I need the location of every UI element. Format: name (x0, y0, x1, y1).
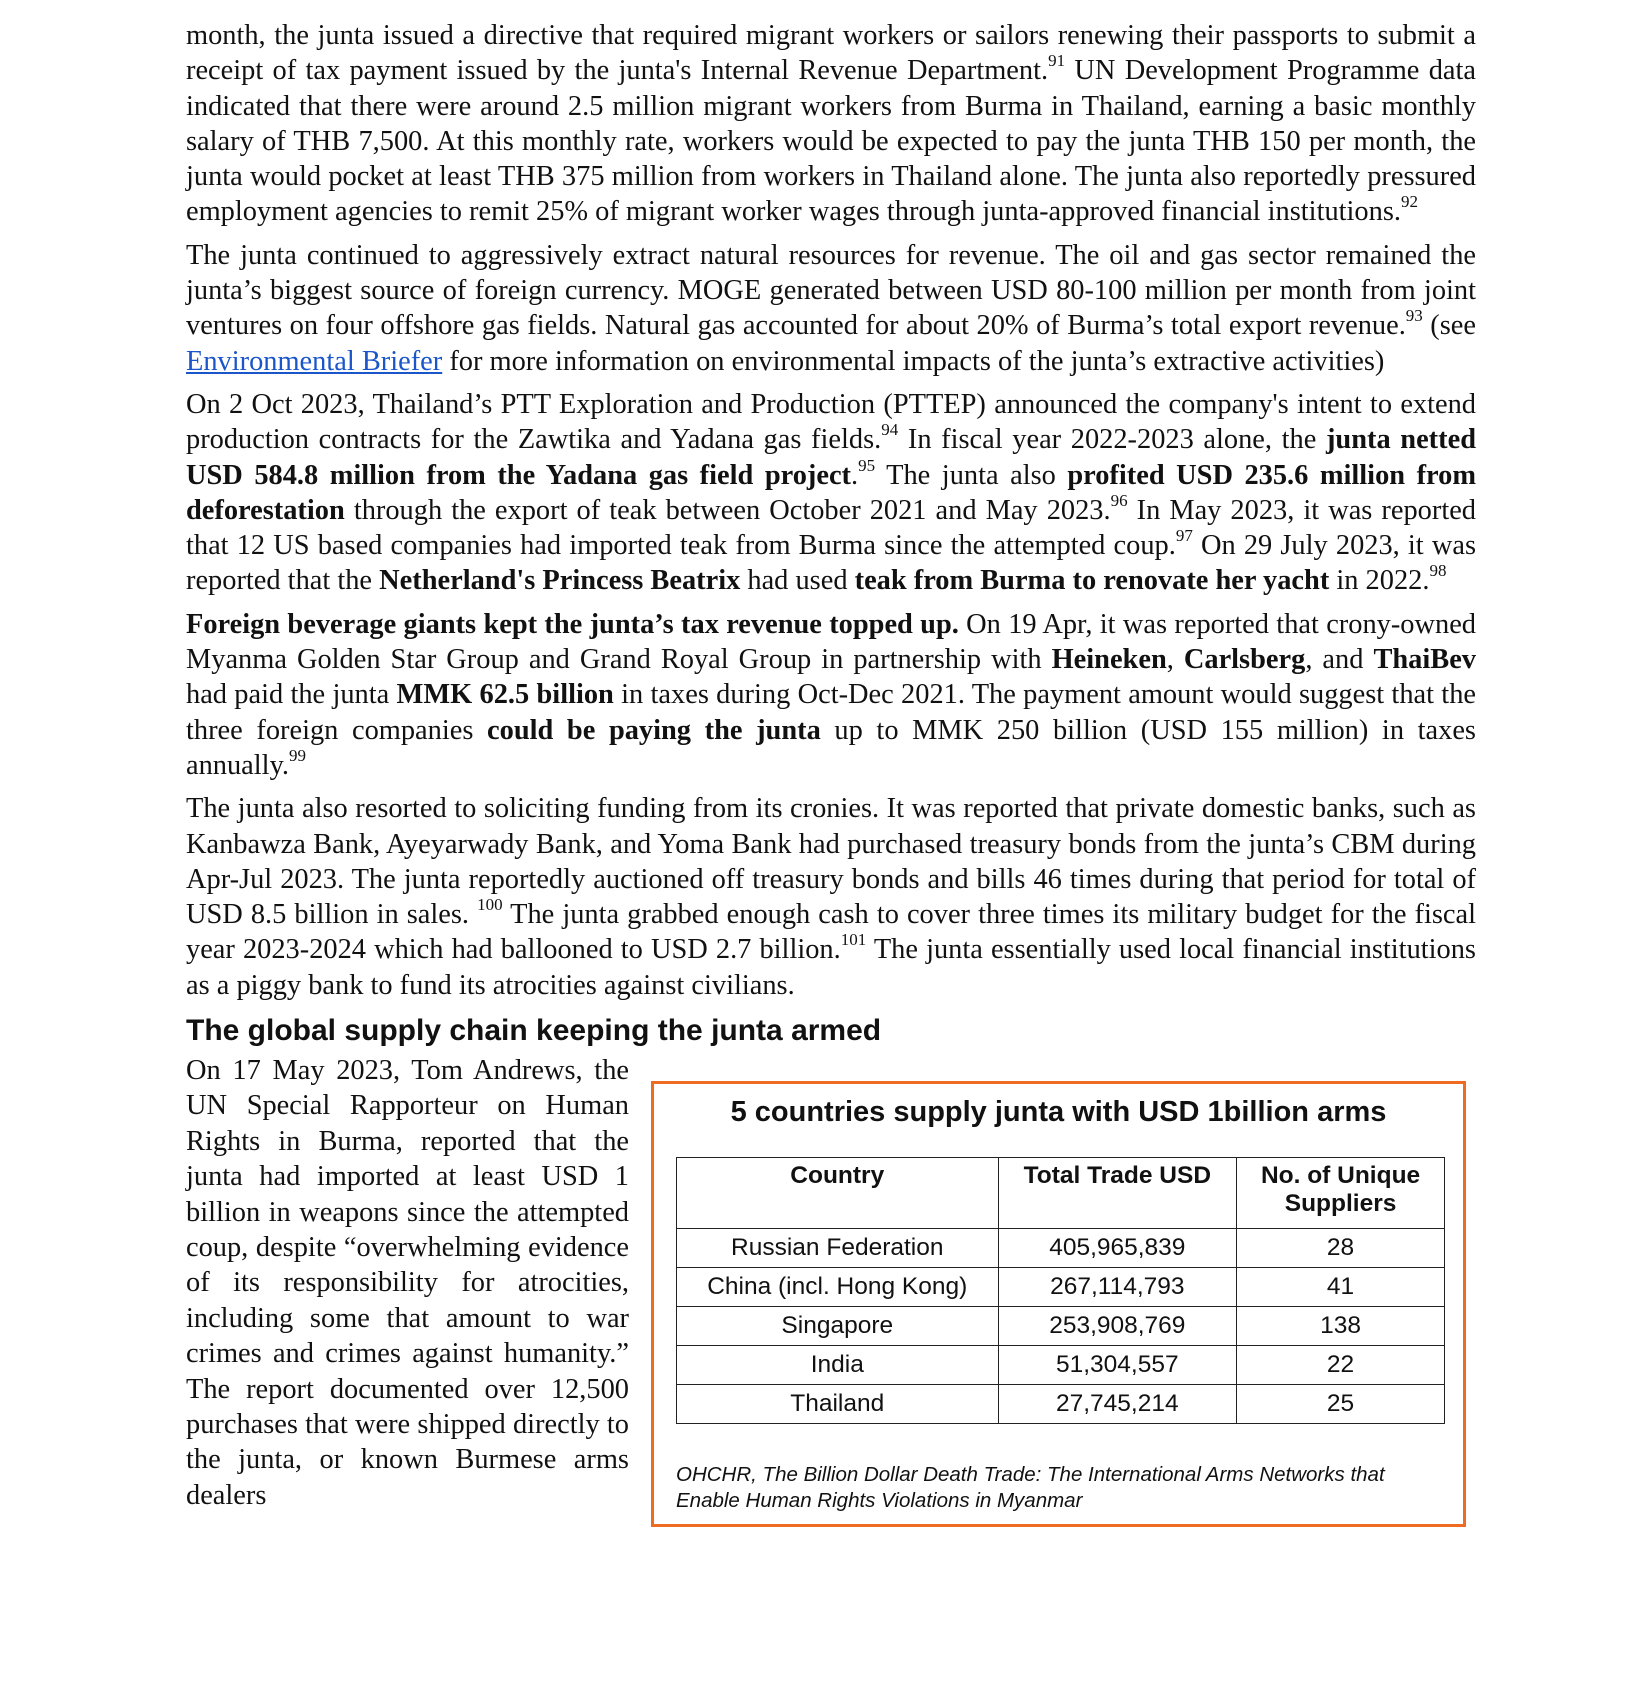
table-source-caption: OHCHR, The Billion Dollar Death Trade: The International Arms Networks that Enable Human Rights Violations in Myanmar (676, 1463, 1385, 1513)
section-heading: The global supply chain keeping the junta armed (186, 1014, 882, 1048)
cell-suppliers: 22 (1237, 1346, 1445, 1385)
table-row (677, 1307, 1445, 1346)
column-header-suppliers: No. of Unique Suppliers (1237, 1158, 1445, 1229)
document-page (186, 18, 1476, 1553)
cell-country: Thailand (677, 1385, 999, 1424)
text: The junta also (875, 459, 1068, 491)
cell-country: Russian Federation (677, 1229, 999, 1268)
text: , (1166, 644, 1184, 676)
section-side-text: On 17 May 2023, Tom Andrews, the UN Special Rapporteur on Human Rights in Burma, reported that the junta had imported at least USD 1 billion in weapons since the attempted coup, despite “overwhelming evidence of its responsibility for atrocities, including some that amount to war crimes and crimes against humanity.” The report documented over 12,500 purchases that were shipped directly to the junta, or known Burmese arms dealers (186, 1055, 629, 1511)
arms-suppliers-table (676, 1157, 1445, 1424)
text: On 29 July 2023, it was reported that the (186, 530, 1476, 597)
text: (see (1422, 310, 1476, 342)
bold-text: could be paying the junta (487, 714, 821, 746)
cell-suppliers: 138 (1237, 1307, 1445, 1346)
text: in taxes during Oct-Dec 2021. The payment amount would suggest that the three foreign companies (186, 679, 1476, 746)
text: On 2 Oct 2023, Thailand’s PTT Exploration and Production (PTTEP) announced the company's intent to extend production contracts for the Zawtika and Yadana gas fields. (186, 388, 1476, 456)
paragraph-pttep (186, 387, 1476, 599)
text: , and (1305, 644, 1374, 676)
footnote-ref[interactable]: 101 (840, 930, 867, 950)
text: in 2022. (1329, 565, 1430, 597)
text: The junta continued to aggressively extract natural resources for revenue. The oil and gas sector remained the junta’s biggest source of foreign currency. MOGE generated between USD 80-100 million per month from joint ventures on four offshore gas fields. Natural gas accounted for about 20% of Burma’s total export revenue. (186, 239, 1476, 342)
text: had paid the junta (186, 679, 397, 711)
text: up to MMK 250 billion (USD 155 million) in taxes annually. (186, 714, 1476, 781)
text: through the export of teak between October 2021 and May 2023. (344, 494, 1111, 526)
paragraph-cronies-funding (186, 791, 1476, 1003)
text: In fiscal year 2022-2023 alone, the (898, 424, 1326, 456)
paragraph-beverage-giants (186, 607, 1476, 783)
table-row (677, 1346, 1445, 1385)
text: The junta also resorted to soliciting funding from its cronies. It was reported that private domestic banks, such as Kanbawza Bank, Ayeyarwady Bank, and Yoma Bank had purchased treasury bonds from the junta’s CBM during Apr-Jul 2023. The junta reportedly auctioned off treasury bonds and bills 46 times during that period for total of USD 8.5 billion in sales. (186, 793, 1476, 931)
table-row (677, 1229, 1445, 1268)
text: The junta essentially used local financial institutions as a piggy bank to fund its atrocities against civilians. (186, 934, 1476, 1001)
section-body (186, 1053, 1476, 1553)
bold-text: Netherland's Princess Beatrix (379, 565, 741, 597)
cell-suppliers: 28 (1237, 1229, 1445, 1268)
paragraph-natural-resources (186, 238, 1476, 379)
text: . (851, 459, 859, 491)
bold-text: teak from Burma to renovate her yacht (854, 565, 1330, 597)
bold-text: junta netted USD 584.8 million from the Yadana gas field project (186, 424, 1476, 491)
cell-total-trade: 253,908,769 (998, 1307, 1237, 1346)
footnote-ref[interactable]: 94 (881, 420, 899, 440)
cell-country: China (incl. Hong Kong) (677, 1268, 999, 1307)
text: UN Development Programme data indicated that there were around 2.5 million migrant workers from Burma in Thailand, earning a basic monthly salary of THB 7,500. At this monthly rate, workers would be expected to pay the junta THB 150 per month, the junta would pocket at least THB 375 million from workers in Thailand alone. The junta also reportedly pressured employment agencies to remit 25% of migrant worker wages through junta-approved financial institutions. (186, 55, 1476, 228)
footnote-ref[interactable]: 100 (477, 895, 503, 915)
bold-text: Heineken (1051, 644, 1167, 676)
footnote-ref[interactable]: 99 (289, 745, 307, 765)
cell-suppliers: 25 (1237, 1385, 1445, 1424)
text: had used (740, 565, 855, 597)
cell-country: India (677, 1346, 999, 1385)
cell-total-trade: 27,745,214 (998, 1385, 1237, 1424)
column-header-country: Country (677, 1158, 999, 1229)
text: month, the junta issued a directive that required migrant workers or sailors renewing their passports to submit a receipt of tax payment issued by the junta's Internal Revenue Department. (186, 20, 1476, 87)
cell-country: Singapore (677, 1307, 999, 1346)
arms-suppliers-box (651, 1081, 1466, 1527)
cell-total-trade: 267,114,793 (998, 1268, 1237, 1307)
cell-total-trade: 51,304,557 (998, 1346, 1237, 1385)
text: for more information on environmental impacts of the junta’s extractive activities) (442, 345, 1385, 377)
table-row (677, 1268, 1445, 1307)
column-header-total-trade: Total Trade USD (998, 1158, 1237, 1229)
footnote-ref[interactable]: 91 (1048, 51, 1066, 71)
paragraph-migrant-tax (186, 18, 1476, 230)
arms-box-title: 5 countries supply junta with USD 1billion arms (730, 1096, 1387, 1129)
table-header-row (677, 1158, 1445, 1229)
footnote-ref[interactable]: 93 (1405, 306, 1423, 326)
footnote-ref[interactable]: 92 (1400, 192, 1418, 212)
cell-suppliers: 41 (1237, 1268, 1445, 1307)
footnote-ref[interactable]: 95 (858, 455, 876, 475)
cell-total-trade: 405,965,839 (998, 1229, 1237, 1268)
footnote-ref[interactable]: 96 (1110, 490, 1128, 510)
table-row (677, 1385, 1445, 1424)
text: The junta grabbed enough cash to cover three times its military budget for the fiscal year 2023-2024 which had ballooned to USD 2.7 billion. (186, 899, 1476, 966)
footnote-ref[interactable]: 98 (1429, 561, 1447, 581)
footnote-ref[interactable]: 97 (1175, 526, 1193, 546)
text: On 19 Apr, it was reported that crony-owned Myanma Golden Star Group and Grand Royal Group in partnership with (186, 608, 1476, 676)
bold-text: profited USD 235.6 million from deforestation (186, 459, 1476, 526)
text: In May 2023, it was reported that 12 US based companies had imported teak from Burma since the attempted coup. (186, 494, 1476, 562)
bold-text: Foreign beverage giants kept the junta’s tax revenue topped up. (186, 608, 959, 640)
bold-text: MMK 62.5 billion (396, 679, 614, 711)
bold-text: Carlsberg (1183, 644, 1306, 676)
environmental-briefer-link[interactable]: Environmental Briefer (186, 345, 443, 377)
bold-text: ThaiBev (1373, 644, 1476, 676)
